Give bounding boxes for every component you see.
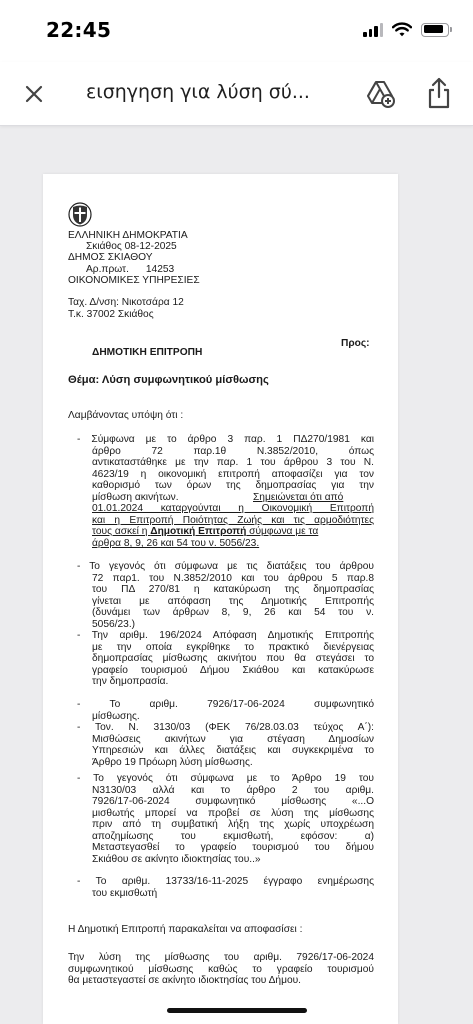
- bullet-1-underlined: τους ασκεί η Δημοτική Επιτροπή σύμφωνα με τα: [92, 526, 319, 537]
- bullet-4-line: - Το αριθμ. 7926/17-06-2024 συμφωνητικό: [77, 699, 374, 710]
- wifi-icon: [392, 22, 412, 37]
- bullet-1-underlined: άρθρα 8, 9, 26 και 54 του ν. 5056/23.: [92, 538, 260, 549]
- bullet-1-line: - Σύμφωνα με το άρθρο 3 παρ. 1 ΠΔ270/1981 και: [77, 434, 374, 445]
- to-label: Προς:: [341, 338, 370, 349]
- bullet-6-line: 7926/17-06-2024 συμφωνητικό μίσθωσης «...Ο: [92, 796, 374, 807]
- bullet-2-line: (δυνάμει των άρθρων 8, 9, 26 και 54 του ν.: [92, 607, 374, 618]
- bullet-1-line: άρθρο 72 παρ.1θ Ν.3852/2010, όπως: [92, 446, 374, 457]
- bullet-6-line: Σκιάθου σε ακίνητο ιδιοκτησίας του..»: [92, 854, 261, 865]
- bullet-3-line: δημοπρασίας μίσθωσης ακινήτου που θα στεγάσει το: [92, 653, 374, 664]
- home-indicator[interactable]: [167, 1008, 307, 1013]
- subject: Θέμα: Λύση συμφωνητικού μίσθωσης: [68, 374, 269, 386]
- bullet-5-line: - Τον. Ν. 3130/03 (ΦΕΚ 76/28.03.03 τεύχος Α΄):: [77, 722, 374, 733]
- intro: Λαμβάνοντας υπόψη ότι :: [68, 410, 184, 421]
- battery-icon: [421, 23, 449, 37]
- bullet-3-line: γραφείο τουρισμού Δήμου Σκιάθου και κατακύρωσε: [92, 665, 374, 676]
- viewer-toolbar: [0, 62, 473, 126]
- request-line: Η Δημοτική Επιτροπή παρακαλείται να αποφασίσει :: [68, 924, 303, 935]
- header-line-5: ΟΙΚΟΝΟΜΙΚΕΣ ΥΠΗΡΕΣΙΕΣ: [68, 275, 200, 286]
- status-bar: [0, 0, 473, 62]
- bullet-2-line: του ΠΔ 270/81 η κατακύρωση της δημοπρασίας: [92, 584, 374, 595]
- add-to-drive-icon[interactable]: [364, 77, 396, 109]
- bullet-3-line: με την οποία εγκρίθηκε το πρακτικό διενέργειας: [92, 642, 374, 653]
- bullet-6-line: πριν από τη συμβατική λήξη της χωρίς υποχρέωση: [92, 819, 374, 830]
- bullet-5-line: Υπηρεσιών και άλλες διατάξεις και συγκεκριμένα το: [92, 745, 374, 756]
- bullet-1-underlined: και η Επιτροπή Ποιότητας Ζωής και τις αρμοδιότητες: [92, 515, 374, 526]
- bullet-1-underlined: Σημειώνεται ότι από: [253, 492, 344, 503]
- bullet-2-line: γίνεται με απόφαση της Δημοτικής Επιτροπής: [92, 596, 374, 607]
- bullet-6-line: αποζημίωσης του εκμισθωτή, εφόσον: α): [92, 831, 374, 842]
- decision-line: θα μεταστεγαστεί σε ακίνητο ιδιοκτησίας του Δήμου.: [68, 975, 302, 986]
- bullet-1-line: μίσθωση ακινήτων.: [92, 492, 179, 503]
- close-icon[interactable]: [20, 80, 48, 108]
- share-icon[interactable]: [424, 76, 454, 110]
- bullet-6-line: - Το γεγονός ότι σύμφωνα με το Άρθρο 19 του: [77, 773, 374, 784]
- bullet-2-line: - Το γεγονός ότι σύμφωνα με τις διατάξεις του άρθρου: [77, 561, 374, 572]
- status-icons: [363, 22, 449, 37]
- header-line-2: Σκιάθος 08-12-2025: [86, 241, 177, 252]
- bullet-7-line: του εκμισθωτή: [92, 888, 158, 899]
- address-line-1: Ταχ. Δ/νση: Νικοτσάρα 12: [68, 297, 184, 308]
- bullet-2-line: 5056/23.): [92, 619, 136, 630]
- signal-icon: [363, 23, 383, 37]
- bullet-4-line: μίσθωσης.: [92, 711, 140, 722]
- bullet-1-line: αντικαταστάθηκε με την παρ. 1 του άρθρου 3 του Ν.: [92, 457, 374, 468]
- bullet-6-line: Ν3130/03 αλλά και το άρθρο 2 του αριθμ.: [92, 785, 374, 796]
- bullet-5-line: Μισθώσεις ακινήτων για στέγαση Δημοσίων: [92, 734, 374, 745]
- decision-line: Την λύση της μίσθωσης του αριθμ. 7926/17-06-2024: [68, 952, 374, 963]
- bullet-6-line: μισθωτής μπορεί να προβεί σε λύση της μίσθωσης: [92, 808, 374, 819]
- address-line-2: Τ.κ. 37002 Σκιάθος: [68, 309, 154, 320]
- bullet-1-line: 4623/19 η οικονομική επιτροπή αποφασίζει για τον: [92, 469, 374, 480]
- bullet-5-line: Άρθρο 19 Πρόωρη λύση μίσθωσης.: [92, 757, 253, 768]
- header-line-3: ΔΗΜΟΣ ΣΚΙΑΘΟΥ: [68, 252, 153, 263]
- header-protocol: Αρ.πρωτ. 14253: [86, 264, 175, 275]
- document-title: εισηγηση για λύση σύ...: [86, 81, 310, 103]
- decision-line: συμφωνητικού μίσθωσης καθώς το γραφείο τουρισμού: [68, 964, 374, 975]
- recipient: ΔΗΜΟΤΙΚΗ ΕΠΙΤΡΟΠΗ: [92, 347, 203, 358]
- bullet-3-line: - Την αριθμ. 196/2024 Απόφαση Δημοτικής Επιτροπής: [77, 630, 374, 641]
- bullet-6-line: Μεταστεγασθεί το γραφείο τουρισμού του δήμου: [92, 842, 374, 853]
- bullet-7-line: - Το αριθμ. 13733/16-11-2025 έγγραφο ενημέρωσης: [77, 876, 374, 887]
- bullet-1-underlined: 01.01.2024 καταργούνται η Οικονομική Επιτροπή: [92, 503, 374, 514]
- header-line-1: ΕΛΛΗΝΙΚΗ ΔΗΜΟΚΡΑΤΙΑ: [68, 230, 188, 241]
- greek-emblem-icon: [68, 202, 92, 227]
- bullet-3-line: την δημοπρασία.: [92, 676, 169, 687]
- status-time: 22:45: [46, 18, 112, 42]
- bullet-2-line: 72 παρ1. του Ν.3852/2010 και του άρθρου 5 παρ.8: [92, 573, 374, 584]
- document-page: [43, 174, 398, 1024]
- bullet-1-line: καθορισμό των όρων της δημοπρασίας για την: [92, 480, 374, 491]
